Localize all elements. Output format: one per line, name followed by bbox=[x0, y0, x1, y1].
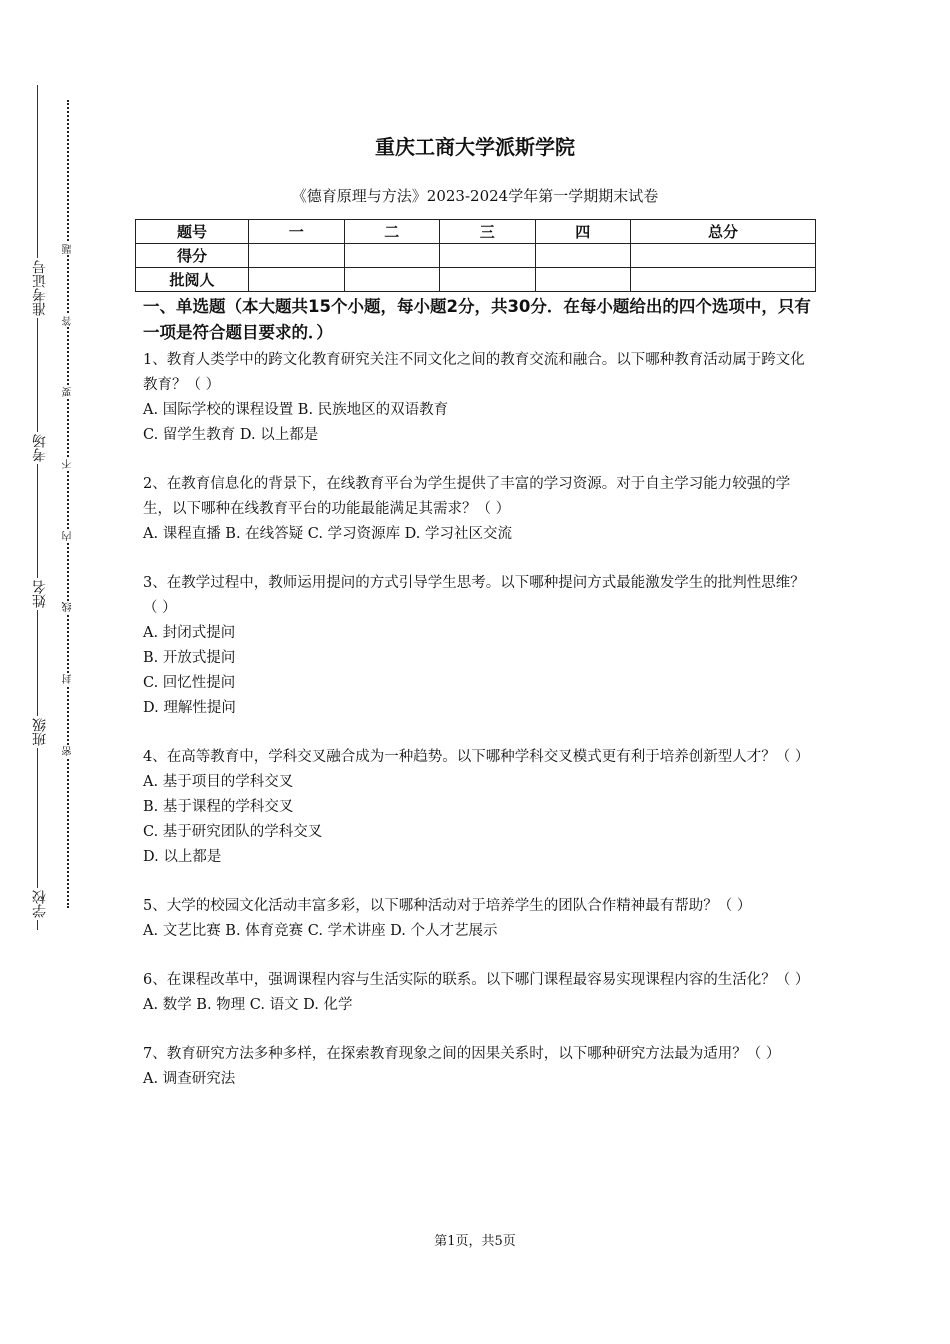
margin-field-name: 姓名 bbox=[32, 580, 48, 608]
seal-char: 内 bbox=[63, 531, 74, 541]
reviewer-cell bbox=[249, 268, 345, 292]
seal-char: 密 bbox=[63, 746, 74, 756]
score-table-header-row bbox=[136, 220, 816, 244]
score-cell bbox=[344, 244, 440, 268]
margin-field-class: 班级 bbox=[32, 718, 48, 746]
question-text: 1、教育人类学中的跨文化教育研究关注不同文化之间的教育交流和融合。以下哪种教育活动属于跨文化教育？（ ） bbox=[143, 352, 805, 393]
option-line: A. 文艺比赛 B. 体育竞赛 C. 学术讲座 D. 个人才艺展示 bbox=[143, 923, 498, 939]
option-line: A. 数学 B. 物理 C. 语文 D. 化学 bbox=[143, 997, 353, 1013]
binding-solid-line bbox=[37, 85, 38, 930]
seal-char: 线 bbox=[63, 602, 74, 612]
exam-subtitle: 《德育原理与方法》2023-2024学年第一学期期末试卷 bbox=[291, 187, 659, 205]
margin-field-exam-room: 考场 bbox=[32, 434, 48, 462]
table-header-cell: 四 bbox=[535, 220, 631, 244]
question-6 bbox=[143, 968, 815, 1018]
option-line: A. 封闭式提问 bbox=[143, 625, 236, 641]
reviewer-cell bbox=[440, 268, 536, 292]
table-header-cell: 总分 bbox=[631, 220, 816, 244]
question-text: 5、大学的校园文化活动丰富多彩，以下哪种活动对于培养学生的团队合作精神最有帮助？（ ） bbox=[143, 898, 752, 914]
table-header-cell: 题号 bbox=[136, 220, 249, 244]
question-5 bbox=[143, 894, 815, 944]
question-text: 3、在教学过程中，教师运用提问的方式引导学生思考。以下哪种提问方式最能激发学生的批判性思维？（ ） bbox=[143, 575, 805, 616]
reviewer-row bbox=[136, 268, 816, 292]
question-2 bbox=[143, 472, 815, 547]
score-row bbox=[136, 244, 816, 268]
option-line: A. 国际学校的课程设置 B. 民族地区的双语教育 bbox=[143, 402, 449, 418]
reviewer-cell bbox=[344, 268, 440, 292]
option-line: C. 回忆性提问 bbox=[143, 675, 236, 691]
table-header-cell: 三 bbox=[440, 220, 536, 244]
option-line: A. 基于项目的学科交叉 bbox=[143, 774, 294, 790]
row-label: 批阅人 bbox=[136, 268, 249, 292]
option-line: C. 留学生教育 D. 以上都是 bbox=[143, 427, 319, 443]
option-line: D. 理解性提问 bbox=[143, 700, 236, 716]
binding-dotted-line bbox=[67, 100, 69, 908]
option-line: D. 以上都是 bbox=[143, 849, 222, 865]
reviewer-cell bbox=[631, 268, 816, 292]
question-text: 2、在教育信息化的背景下，在线教育平台为学生提供了丰富的学习资源。对于自主学习能力较强的学生，以下哪种在线教育平台的功能最能满足其需求？（ ） bbox=[143, 476, 791, 517]
seal-char: 封 bbox=[63, 674, 74, 684]
seal-char: 不 bbox=[63, 459, 74, 469]
score-cell bbox=[249, 244, 345, 268]
seal-char: 题 bbox=[63, 244, 74, 254]
margin-field-school: 学校 bbox=[32, 890, 48, 918]
row-label: 得分 bbox=[136, 244, 249, 268]
question-7 bbox=[143, 1042, 815, 1092]
table-header-cell: 二 bbox=[344, 220, 440, 244]
score-cell bbox=[535, 244, 631, 268]
question-text: 7、教育研究方法多种多样，在探索教育现象之间的因果关系时，以下哪种研究方法最为适用？（ ） bbox=[143, 1046, 781, 1062]
question-1 bbox=[143, 348, 815, 448]
score-table bbox=[135, 219, 816, 292]
page-number: 第1页，共5页 bbox=[434, 1234, 516, 1249]
question-3 bbox=[143, 571, 815, 721]
score-cell bbox=[631, 244, 816, 268]
page-title: 重庆工商大学派斯学院 bbox=[375, 135, 575, 159]
question-4 bbox=[143, 745, 815, 870]
seal-char: 答 bbox=[63, 316, 74, 326]
option-line: A. 调查研究法 bbox=[143, 1071, 236, 1087]
exam-content bbox=[143, 294, 815, 1116]
question-text: 6、在课程改革中，强调课程内容与生活实际的联系。以下哪门课程最容易实现课程内容的生活化？（ ） bbox=[143, 972, 810, 988]
table-header-cell: 一 bbox=[249, 220, 345, 244]
option-line: B. 开放式提问 bbox=[143, 650, 236, 666]
score-cell bbox=[440, 244, 536, 268]
seal-char: 要 bbox=[63, 387, 74, 397]
reviewer-cell bbox=[535, 268, 631, 292]
option-line: C. 基于研究团队的学科交叉 bbox=[143, 824, 323, 840]
section-heading: 一、单选题（本大题共15个小题，每小题2分，共30分．在每小题给出的四个选项中，只有一项是符合题目要求的．） bbox=[143, 297, 811, 342]
margin-field-exam-id: 准考证号 bbox=[32, 260, 48, 316]
question-text: 4、在高等教育中，学科交叉融合成为一种趋势。以下哪种学科交叉模式更有利于培养创新型人才？（ ） bbox=[143, 749, 810, 765]
option-line: B. 基于课程的学科交叉 bbox=[143, 799, 294, 815]
option-line: A. 课程直播 B. 在线答疑 C. 学习资源库 D. 学习社区交流 bbox=[143, 526, 513, 542]
